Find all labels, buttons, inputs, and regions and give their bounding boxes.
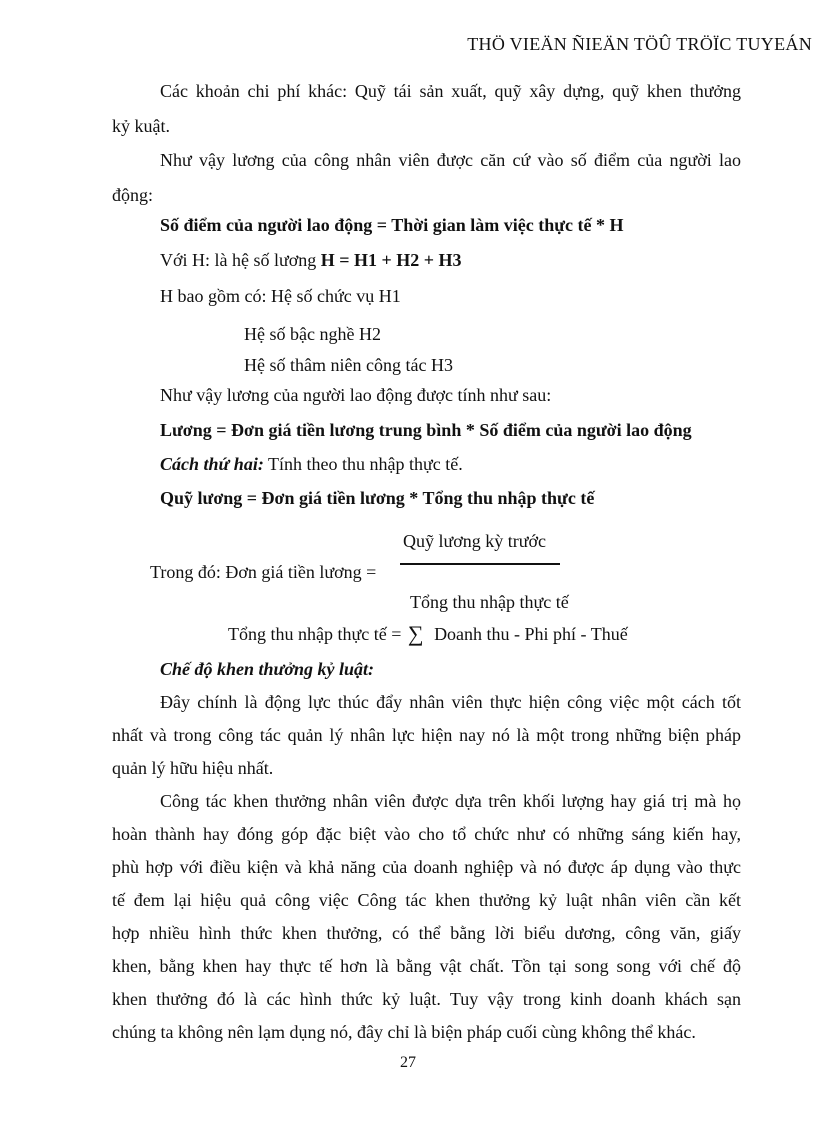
paragraph-5-line-6: khen, bằng khen hay thực tế hơn là bằng vật chất. Tồn tại song song với chế độ	[112, 956, 741, 976]
sigma-symbol: ∑	[407, 621, 424, 646]
paragraph-5-line-3: phù hợp với điều kiện và khả năng của doanh nghiệp và nó được áp dụng vào thực	[112, 857, 741, 877]
section-title: Chế độ khen thưởng kỷ luật:	[160, 659, 374, 679]
h-coefficient-formula: H = H1 + H2 + H3	[320, 250, 462, 270]
method-2-text: Tính theo thu nhập thực tế.	[263, 454, 463, 474]
formula-salary: Lương = Đơn giá tiền lương trung bình * Số điểm của người lao động	[160, 420, 692, 440]
paragraph-4-line-3: quản lý hữu hiệu nhất.	[112, 758, 274, 778]
page-number: 27	[400, 1054, 416, 1071]
h-item-3: Hệ số thâm niên công tác H3	[244, 355, 453, 375]
formula-points: Số điểm của người lao động = Thời gian làm việc thực tế * H	[160, 215, 624, 235]
paragraph-3: Như vậy lương của người lao động được tính như sau:	[160, 385, 552, 405]
paragraph-2-line-2: động:	[112, 185, 154, 205]
method-2-label: Cách thứ hai:	[160, 454, 264, 474]
h-coefficient-prefix: Với H: là hệ số lương	[160, 250, 321, 270]
method-2-line	[160, 452, 463, 476]
paragraph-5-line-4: tế đem lại hiệu quả công việc Công tác khen thưởng kỷ luật nhân viên cần kết	[112, 890, 741, 910]
h-item-2: Hệ số bậc nghề H2	[244, 324, 381, 344]
formula-salary-fund: Quỹ lương = Đơn giá tiền lương * Tổng thu nhập thực tế	[160, 488, 595, 508]
income-formula	[228, 621, 628, 646]
paragraph-1-line-1: Các khoản chi phí khác: Quỹ tái sản xuất, quỹ xây dựng, quỹ khen thưởng	[160, 81, 741, 101]
paragraph-5-line-2: hoàn thành hay đóng góp đặc biệt vào cho tổ chức như có những sáng kiến hay,	[112, 824, 741, 844]
paragraph-4-line-1: Đây chính là động lực thúc đẩy nhân viên thực hiện công việc một cách tốt	[160, 692, 741, 712]
page-header: THÖ VIEÄN ÑIEÄN TÖÛ TRÖÏC TUYEÁN	[467, 34, 812, 54]
paragraph-5-line-5: hợp nhiều hình thức khen thưởng, có thể bằng lời biểu dương, công văn, giấy	[112, 923, 741, 943]
fraction-denominator: Tổng thu nhập thực tế	[410, 592, 569, 612]
fraction-lhs: Trong đó: Đơn giá tiền lương =	[150, 562, 377, 582]
paragraph-2-line-1: Như vậy lương của công nhân viên được căn cứ vào số điểm của người lao	[160, 150, 741, 170]
paragraph-1-line-2: kỷ kuật.	[112, 116, 170, 136]
paragraph-5-line-7: khen thưởng đó là các hình thức kỷ luật. Tuy vậy trong kinh doanh khách sạn	[112, 989, 741, 1009]
paragraph-5-line-1: Công tác khen thưởng nhân viên được dựa trên khối lượng hay giá trị mà họ	[160, 791, 741, 811]
fraction-numerator: Quỹ lương kỳ trước	[403, 531, 547, 551]
income-rhs: Doanh thu - Phi phí - Thuế	[434, 624, 628, 644]
fraction-bar	[400, 563, 560, 565]
h-coefficient-line	[160, 248, 462, 272]
income-lhs: Tổng thu nhập thực tế =	[228, 624, 402, 644]
h-items-intro: H bao gồm có: Hệ số chức vụ H1	[160, 286, 401, 306]
paragraph-4-line-2: nhất và trong công tác quản lý nhân lực hiện nay nó là một trong những biện pháp	[112, 725, 741, 745]
paragraph-5-line-8: chúng ta không nên lạm dụng nó, đây chỉ là biện pháp cuối cùng không thể khác.	[112, 1022, 696, 1042]
